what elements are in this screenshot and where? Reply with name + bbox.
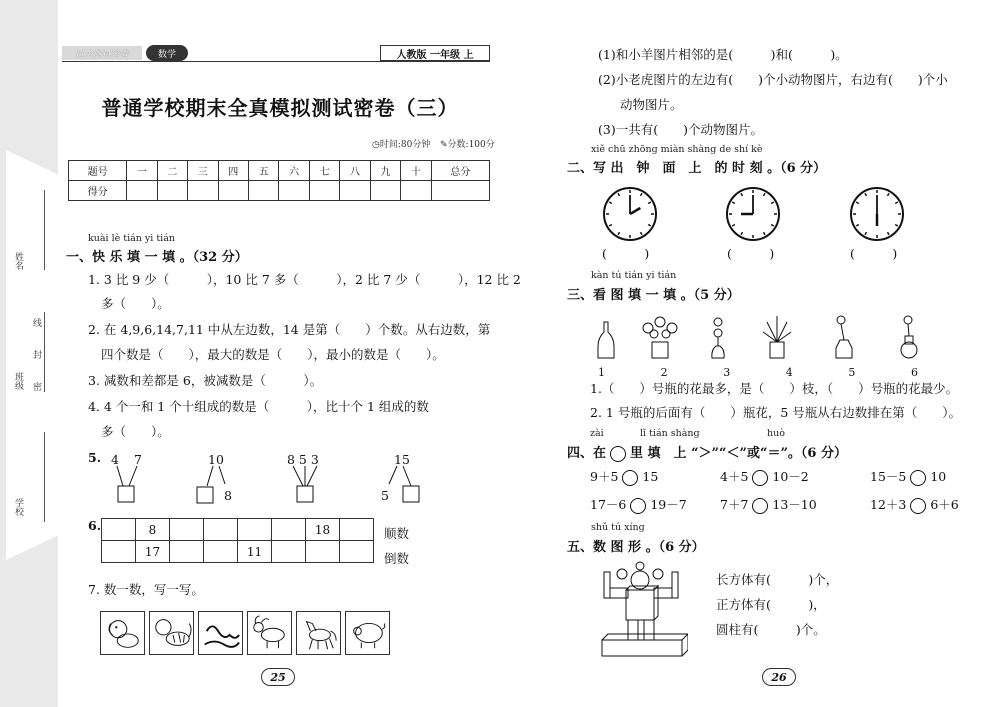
grid-row (102, 541, 374, 563)
score-input[interactable] (157, 181, 187, 201)
section3-title: 三、看 图 填 一 填 。（5 分） (567, 288, 740, 303)
series-tag: 过关测试密卷 (62, 46, 142, 60)
school-label: 学校 (13, 498, 23, 516)
grid-cell[interactable] (170, 519, 204, 541)
score-cell: 三 (188, 161, 218, 181)
vase-number: 2 (660, 366, 668, 379)
score-cell: 四 (218, 161, 248, 181)
section2-title: 二、写 出 钟 面 上 的 时 刻 。（6 分） (567, 161, 827, 176)
grid-cell[interactable] (340, 519, 374, 541)
compare-circle[interactable] (752, 498, 768, 514)
section5-pinyin: shǔ tú xíng (591, 522, 645, 533)
page-title: 普通学校期末全真模拟测试密卷（三） (101, 96, 459, 120)
score-cell: 题号 (69, 161, 127, 181)
score-cell: 二 (157, 161, 187, 181)
q5-label: 5. (88, 450, 102, 465)
q5-num: 5 (381, 488, 389, 503)
section4-title-b: 里 填 上 “＞”“＜”或“＝”。（6 分） (630, 446, 848, 461)
section1-title: 一、快 乐 填 一 填 。（32 分） (66, 250, 248, 265)
clock-face-icon (604, 188, 656, 240)
page-number-left: 25 (261, 668, 295, 686)
q4-line2: 多（ ）。 (101, 424, 170, 439)
section5-line3: 圆柱有( )个。 (716, 622, 826, 637)
compare-circle[interactable] (630, 498, 646, 514)
score-table-header (69, 161, 490, 181)
score-cell: 七 (309, 161, 339, 181)
compare-circle-icon (610, 446, 626, 462)
school-line (44, 432, 45, 522)
q3: 3. 减数和差都是 6，被减数是（ ）。 (88, 373, 323, 388)
q2-line1: 2. 在 4,9,6,14,7,11 中从左边数，14 是第（ ）个数。从右边数，第 (88, 322, 491, 337)
score-table (68, 160, 490, 201)
answer-box (403, 486, 419, 502)
q7-sub1: (1)和小羊图片相邻的是( )和( )。 (598, 47, 848, 62)
grid-cell[interactable] (306, 541, 340, 563)
section5-line2: 正方体有( )， (716, 597, 826, 612)
score-cell: 总分 (431, 161, 489, 181)
tiger-picture-icon (149, 611, 194, 655)
q5-num: 10 (208, 452, 224, 467)
vase-number: 4 (785, 366, 793, 379)
pen-icon: ✎ (440, 140, 448, 150)
section4-pinyin-c: huò (767, 428, 785, 439)
page-number-right: 26 (762, 668, 796, 686)
q5-num: 8 5 3 (287, 452, 319, 467)
grid-row2-label: 倒数 (384, 551, 410, 566)
seal-text-3: 密 (31, 382, 41, 391)
score-input[interactable] (188, 181, 218, 201)
section4-title-a: 四、在 (567, 446, 607, 461)
clock-row (600, 184, 910, 244)
clock-answer-1[interactable]: ( ) (602, 246, 650, 261)
exam-score: ✎分数:100分 (440, 140, 495, 150)
answer-box (297, 486, 313, 502)
vase-5-icon (836, 316, 852, 358)
q5-num: 7 (134, 452, 142, 467)
score-row-label: 得分 (69, 181, 127, 201)
score-table-row (69, 181, 490, 201)
q7-sub2: (2)小老虎图片的左边有( )个小动物图片，右边有( )个小 (598, 72, 948, 87)
exam-time: ◷时间:80分钟 (372, 140, 431, 150)
score-cell: 一 (127, 161, 157, 181)
hour-hand (630, 208, 640, 214)
vase-number: 1 (598, 366, 605, 379)
q5-num: 15 (394, 452, 410, 467)
compare-circle[interactable] (910, 498, 926, 514)
section5-title: 五、数 图 形 。（6 分） (567, 540, 705, 555)
grid-cell[interactable] (102, 541, 136, 563)
grid-row1-label: 顺数 (384, 526, 410, 541)
clock-face-icon (851, 188, 903, 240)
vase-4-icon (763, 316, 791, 358)
score-input[interactable] (340, 181, 370, 201)
split-diagram-1 (117, 466, 137, 502)
animal-row (100, 611, 390, 655)
grid-cell[interactable] (102, 519, 136, 541)
answer-box (197, 487, 213, 503)
grid-cell[interactable] (272, 541, 306, 563)
dog-picture-icon (100, 611, 145, 655)
vase-3-icon (712, 318, 724, 358)
vase-1-icon (598, 322, 614, 358)
compare-item: 12＋3 6＋6 (870, 497, 959, 512)
section3-pinyin: kàn tú tián yi tián (591, 270, 677, 281)
score-cell: 八 (340, 161, 370, 181)
vase-number: 5 (848, 366, 856, 379)
score-input[interactable] (248, 181, 278, 201)
edition-label: 人教版 一年级 上 (380, 45, 490, 61)
subject-badge: 数学 (146, 45, 188, 61)
grid-cell[interactable] (204, 541, 238, 563)
vase-number: 3 (723, 366, 731, 379)
grid-cell[interactable] (340, 541, 374, 563)
compare-item: 7＋7 13－10 (720, 497, 817, 512)
compare-circle[interactable] (752, 470, 768, 486)
number-grid (101, 518, 374, 563)
grid-cell[interactable] (238, 519, 272, 541)
class-label: 班级 (13, 372, 23, 390)
grid-cell[interactable] (272, 519, 306, 541)
clock-answer-2[interactable]: ( ) (727, 246, 775, 261)
score-input[interactable] (127, 181, 157, 201)
grid-cell[interactable] (170, 541, 204, 563)
split-diagram-4 (389, 466, 419, 502)
snake-picture-icon (198, 611, 243, 655)
q6-label: 6. (88, 518, 102, 533)
q1-line1: 1. 3 比 9 少（ ），10 比 7 多（ ），2 比 7 少（ ），12 比 2 (88, 272, 521, 287)
split-diagram-2 (197, 466, 225, 503)
clock-face-icon (727, 188, 779, 240)
split-diagram-3 (293, 466, 317, 502)
score-cell: 九 (370, 161, 400, 181)
seal-text-1: 线 (31, 318, 41, 327)
compare-item: 15－5 10 (870, 469, 947, 484)
score-cell: 五 (248, 161, 278, 181)
name-label: 姓名 (13, 252, 23, 270)
compare-circle[interactable] (910, 470, 926, 486)
answer-box (118, 486, 134, 502)
section4-title (567, 442, 847, 462)
score-input[interactable] (218, 181, 248, 201)
horse-picture-icon (296, 611, 341, 655)
clock-icon: ◷ (372, 140, 380, 150)
score-input[interactable] (309, 181, 339, 201)
class-line (44, 312, 45, 392)
compare-item: 9＋5 15 (590, 469, 659, 484)
vase-6-icon (901, 316, 917, 358)
seal-text-2: 封 (31, 350, 41, 359)
section2-pinyin: xiě chū zhōng miàn shàng de shí kè (591, 144, 763, 155)
section1-pinyin: kuài lè tián yi tián (88, 233, 175, 244)
grid-cell[interactable]: 17 (136, 541, 170, 563)
clock-answer-3[interactable]: ( ) (850, 246, 898, 261)
grid-cell[interactable]: 8 (136, 519, 170, 541)
robot-figure-icon (598, 560, 688, 664)
vase-2-icon (643, 317, 677, 358)
compare-circle[interactable] (622, 470, 638, 486)
q5-num: 8 (224, 488, 232, 503)
q7-sub2-cont: 动物图片。 (620, 97, 683, 112)
score-input[interactable] (279, 181, 309, 201)
q7-title: 7. 数一数，写一写。 (88, 582, 204, 597)
score-cell: 六 (279, 161, 309, 181)
vase-number: 6 (910, 366, 918, 379)
score-input[interactable] (401, 181, 431, 201)
q2-line2: 四个数是（ ），最大的数是（ ），最小的数是（ ）。 (101, 347, 445, 362)
compare-item: 4＋5 10－2 (720, 469, 809, 484)
grid-cell[interactable] (204, 519, 238, 541)
name-line (44, 190, 45, 270)
vase-row (592, 312, 932, 364)
grid-cell[interactable]: 18 (306, 519, 340, 541)
grid-row (102, 519, 374, 541)
score-input[interactable] (370, 181, 400, 201)
score-cell: 十 (401, 161, 431, 181)
score-input[interactable] (431, 181, 489, 201)
section4-pinyin-b: lǐ tián shàng (640, 428, 700, 439)
goat-picture-icon (247, 611, 292, 655)
q1-line2: 多（ ）。 (101, 296, 170, 311)
grid-cell[interactable]: 11 (238, 541, 272, 563)
q5-num: 4 (111, 452, 119, 467)
q7-sub3: (3)一共有( )个动物图片。 (598, 122, 763, 137)
q4-line1: 4. 4 个一和 1 个十组成的数是（ ），比十个 1 组成的数 (88, 399, 429, 414)
vase-numbers (598, 366, 918, 379)
pig-picture-icon (345, 611, 390, 655)
section3-q1: 1.（ ）号瓶的花最多，是（ ）枝，（ ）号瓶的花最少。 (590, 381, 959, 396)
section3-q2: 2. 1 号瓶的后面有（ ）瓶花，5 号瓶从右边数排在第（ ）。 (590, 405, 962, 420)
section4-pinyin-a: zài (590, 428, 604, 439)
compare-item: 17－6 19－7 (590, 497, 687, 512)
section5-line1: 长方体有( )个， (716, 572, 839, 587)
